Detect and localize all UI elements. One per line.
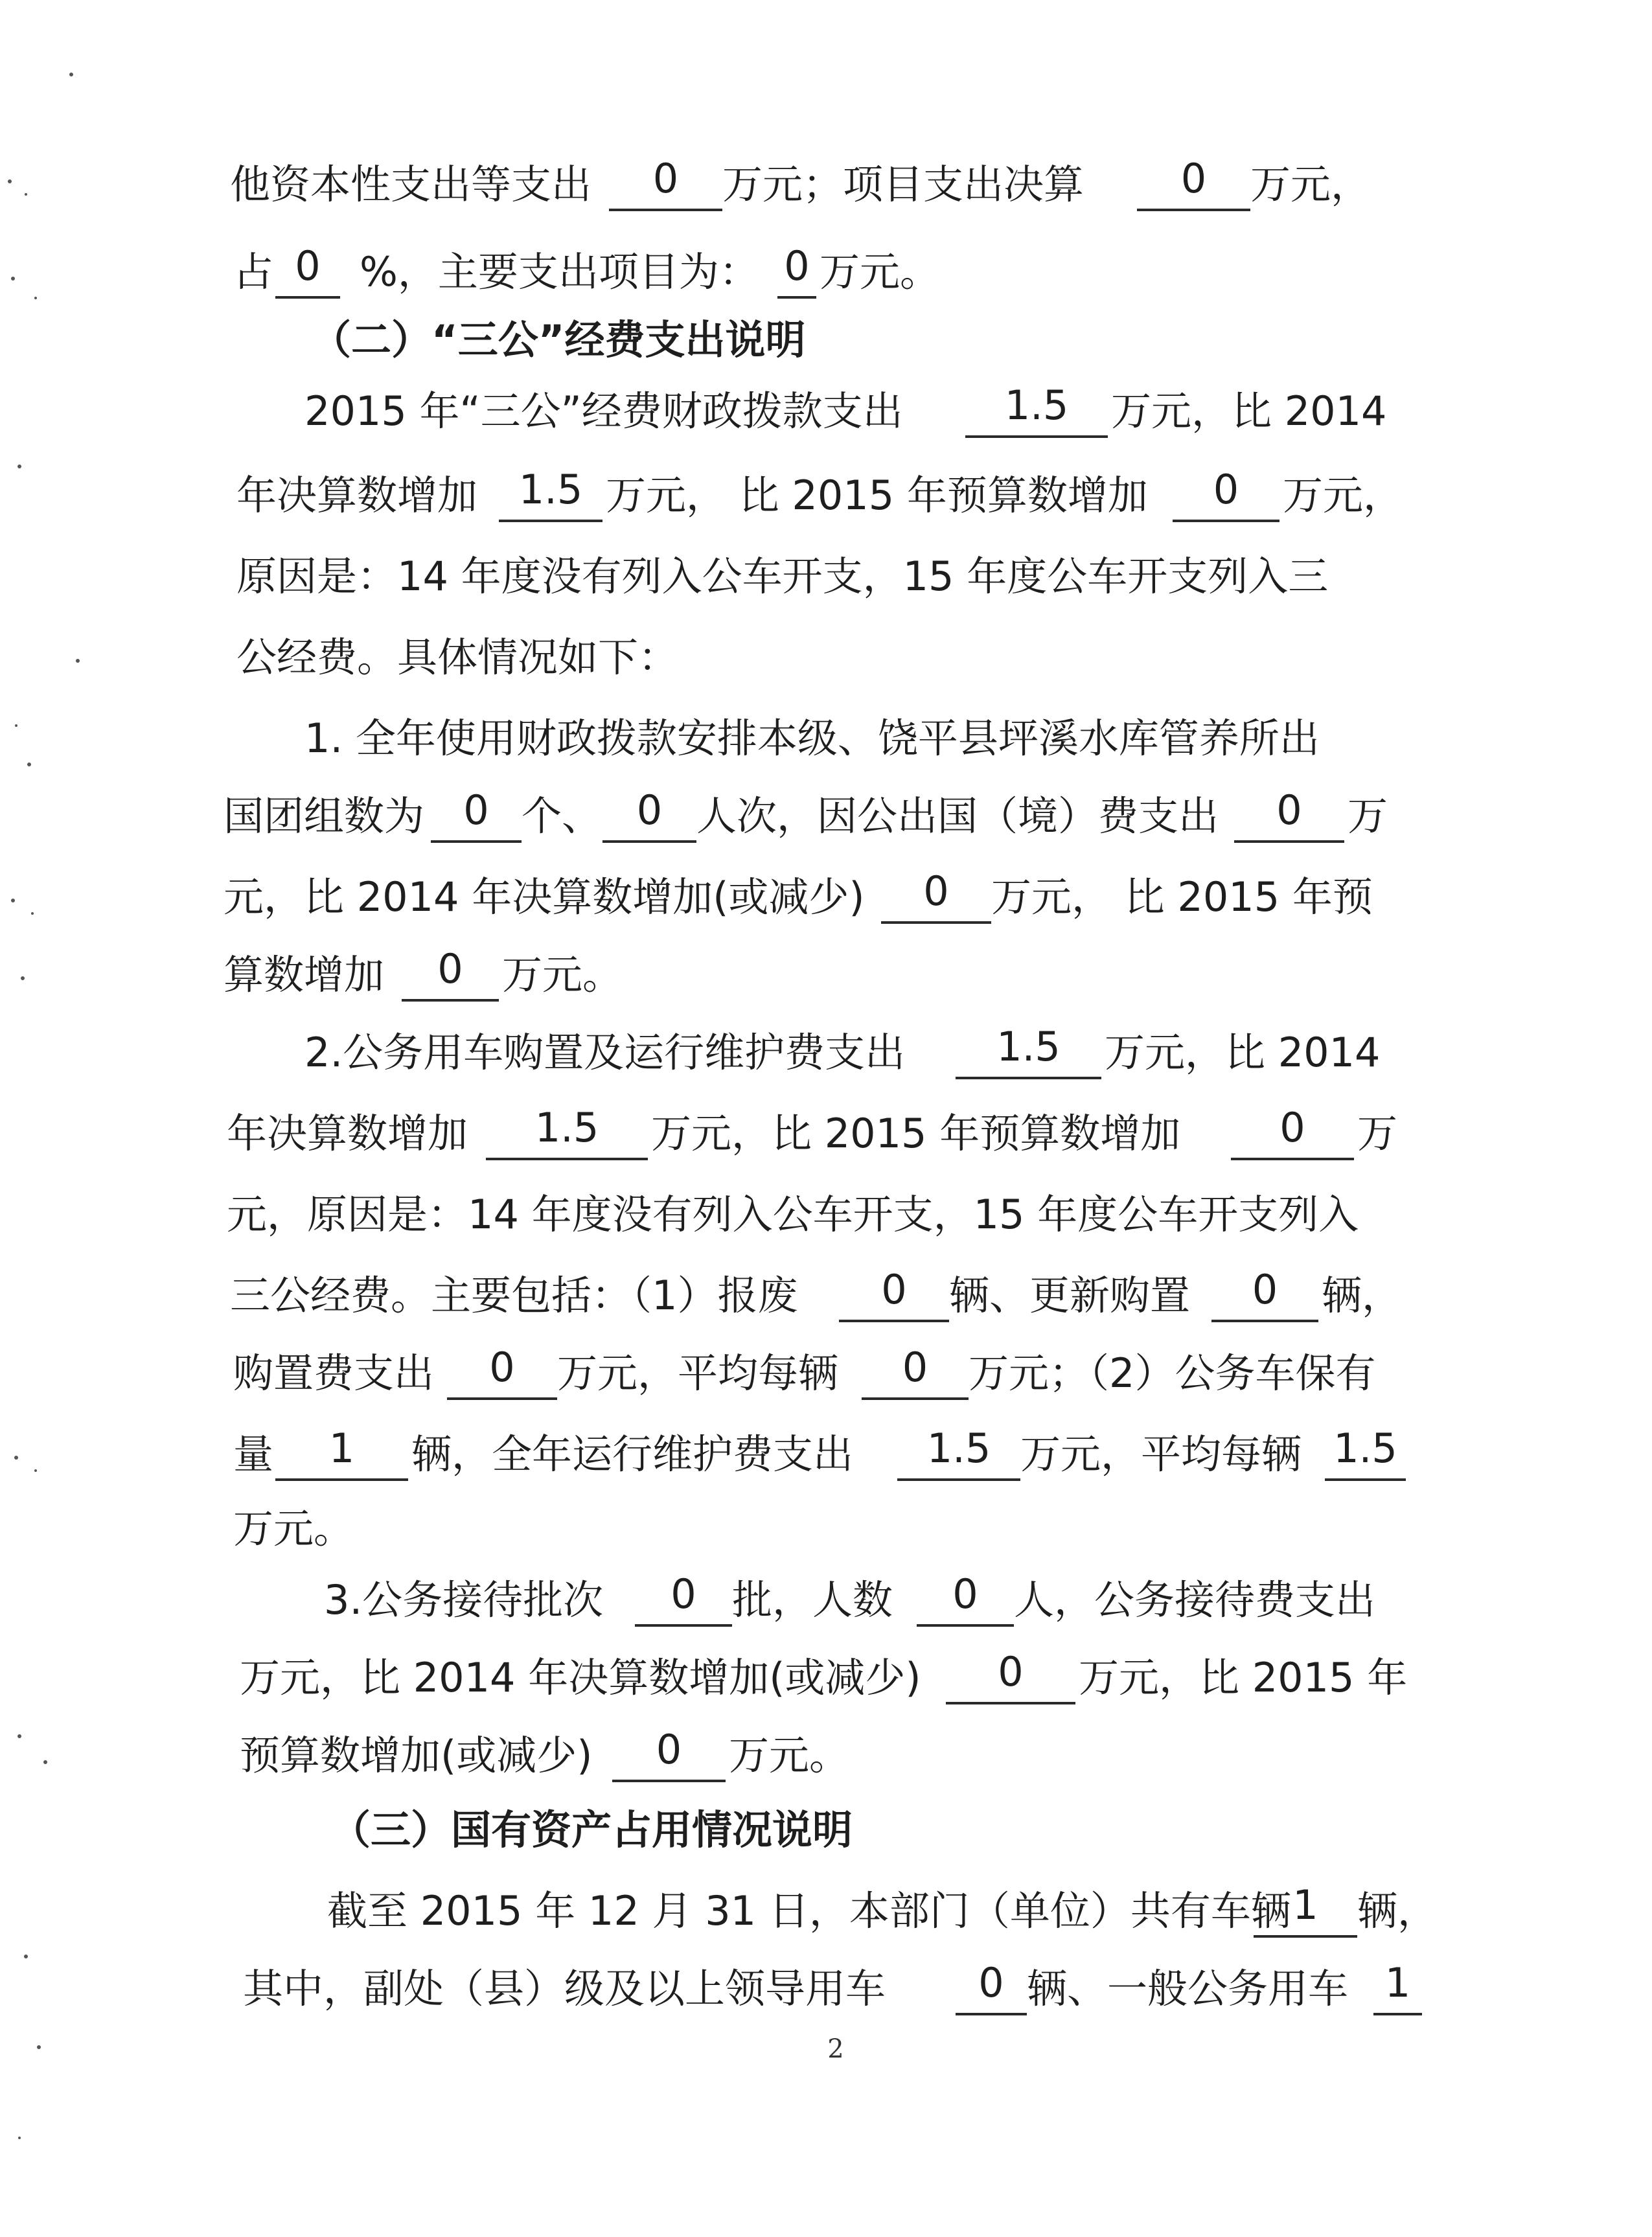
text-segment: 万元， 比 2015 年预算数增加	[606, 472, 1148, 519]
text-segment: 量	[233, 1430, 274, 1478]
text-line	[0, 1720, 1652, 1791]
text-segment: 万元，	[1283, 472, 1404, 519]
section-heading	[0, 304, 1652, 376]
text-segment: 原因是：14 年度没有列入公车开支，15 年度公车开支列入三	[236, 553, 1329, 600]
fill-in-blank: 0	[1234, 781, 1344, 843]
text-line	[0, 1017, 1652, 1088]
text-segment: 万元，比 2014	[1111, 387, 1387, 435]
fill-in-blank: 0	[1173, 460, 1279, 522]
text-segment: 万元。	[820, 248, 941, 295]
fill-in-blank: 1	[1254, 1876, 1357, 1938]
fill-in-blank: 0	[447, 1338, 557, 1400]
text-line	[0, 236, 1652, 308]
text-line	[0, 1098, 1652, 1169]
text-segment: 辆，	[1322, 1272, 1403, 1319]
text-segment: 辆、更新购置	[949, 1272, 1191, 1319]
fill-in-blank: 0	[1137, 149, 1250, 211]
fill-in-blank: 0	[635, 1565, 732, 1627]
text-segment: 万元；（2）公务车保有	[969, 1349, 1376, 1397]
text-segment: 万元，平均每辆	[1020, 1430, 1302, 1478]
text-segment: 批，人数	[732, 1576, 893, 1623]
fill-in-blank: 1.5	[499, 460, 602, 522]
text-segment: 购置费支出	[233, 1349, 435, 1397]
fill-in-blank: 0	[1211, 1260, 1318, 1322]
text-line	[0, 149, 1652, 220]
fill-in-blank: 0	[881, 862, 991, 924]
text-segment: 1. 全年使用财政拨款安排本级、饶平县坪溪水库管养所出	[304, 715, 1320, 762]
text-line	[0, 376, 1652, 447]
text-segment: 万元。	[729, 1732, 850, 1779]
fill-in-blank: 0	[777, 236, 816, 299]
text-segment: 万	[1348, 792, 1388, 840]
text-segment: 辆，全年运行维护费支出	[411, 1430, 854, 1478]
fill-in-blank: 0	[402, 939, 499, 1002]
text-segment: 万元。	[233, 1505, 354, 1552]
text-segment: 元，原因是：14 年度没有列入公车开支，15 年度公车开支列入	[227, 1191, 1359, 1238]
fill-in-blank: 0	[609, 149, 722, 211]
fill-in-blank: 1	[1373, 1953, 1422, 2015]
text-segment: 人次，因公出国（境）费支出	[696, 792, 1219, 840]
text-segment: 年决算数增加	[236, 472, 478, 519]
text-segment: 3.公务接待批次	[324, 1576, 604, 1623]
fill-in-blank: 0	[862, 1338, 969, 1400]
text-segment: 2.公务用车购置及运行维护费支出	[304, 1029, 906, 1076]
text-segment: 截至 2015 年 12 月 31 日，本部门（单位）共有车辆	[327, 1887, 1291, 1934]
fill-in-blank: 1.5	[486, 1098, 648, 1160]
text-segment: 辆，	[1357, 1887, 1438, 1934]
text-line	[0, 939, 1652, 1011]
text-segment: 元，比 2014 年决算数增加(或减少)	[224, 873, 865, 921]
fill-in-blank: 0	[839, 1260, 949, 1322]
text-segment: 万元，比 2015 年	[1079, 1654, 1408, 1701]
text-line	[0, 460, 1652, 531]
text-segment: 算数增加	[224, 951, 385, 998]
text-line	[0, 1565, 1652, 1636]
text-line	[0, 862, 1652, 933]
text-segment: 万元。	[502, 951, 623, 998]
text-segment: 三公经费。主要包括：（1）报废	[230, 1272, 798, 1319]
text-segment: 辆、一般公务用车	[1027, 1965, 1349, 2012]
section-heading	[0, 1795, 1652, 1866]
text-line	[0, 541, 1652, 612]
text-segment: 万元，比 2015 年预算数增加	[651, 1110, 1181, 1157]
text-segment: 年决算数增加	[227, 1110, 468, 1157]
text-segment: 万元，平均每辆	[557, 1349, 839, 1397]
text-line	[0, 1179, 1652, 1250]
text-line	[0, 1338, 1652, 1409]
fill-in-blank: 0	[602, 781, 696, 843]
text-segment: 公经费。具体情况如下：	[236, 634, 679, 681]
text-segment: 国团组数为	[224, 792, 425, 840]
fill-in-blank: 1.5	[956, 1017, 1101, 1079]
text-line	[0, 622, 1652, 693]
fill-in-blank: 1.5	[897, 1419, 1020, 1481]
text-segment: 万元，比 2014 年决算数增加(或减少)	[240, 1654, 921, 1701]
fill-in-blank: 0	[956, 1953, 1027, 2015]
fill-in-blank: 0	[275, 236, 340, 299]
fill-in-blank: 1.5	[1325, 1419, 1406, 1481]
text-line	[0, 781, 1652, 852]
text-line	[0, 1419, 1652, 1490]
text-line	[0, 1642, 1652, 1714]
fill-in-blank: 0	[946, 1642, 1075, 1704]
text-segment: 人，公务接待费支出	[1014, 1576, 1376, 1623]
text-line	[0, 1260, 1652, 1331]
fill-in-blank: 1.5	[965, 376, 1108, 438]
section-heading-text: （二）“三公”经费支出说明	[311, 316, 806, 363]
text-segment: 万元， 比 2015 年预	[991, 873, 1373, 921]
text-line	[0, 1493, 1652, 1565]
fill-in-blank: 0	[612, 1720, 726, 1782]
section-heading-text: （三）国有资产占用情况说明	[330, 1806, 853, 1853]
text-line	[0, 1876, 1652, 1947]
fill-in-blank: 0	[1231, 1098, 1354, 1160]
fill-in-blank: 0	[917, 1565, 1014, 1627]
text-segment: 万元；项目支出决算	[722, 161, 1084, 208]
text-segment: 他资本性支出等支出	[230, 161, 592, 208]
text-segment: 预算数增加(或减少)	[240, 1732, 593, 1779]
text-segment: 个、	[522, 792, 602, 840]
text-segment: 万元，	[1250, 161, 1371, 208]
page-number: 2	[827, 2034, 844, 2064]
text-segment: 万元，比 2014	[1105, 1029, 1381, 1076]
text-segment: %，主要支出项目为：	[360, 248, 759, 295]
text-segment: 2015 年“三公”经费财政拨款支出	[304, 387, 903, 435]
text-segment: 其中，副处（县）级及以上领导用车	[243, 1965, 886, 2012]
fill-in-blank: 0	[431, 781, 522, 843]
text-line	[0, 703, 1652, 774]
text-segment: 万	[1357, 1110, 1398, 1157]
text-line	[0, 1953, 1652, 2025]
text-segment: 占	[233, 248, 274, 295]
fill-in-blank: 1	[275, 1419, 408, 1481]
